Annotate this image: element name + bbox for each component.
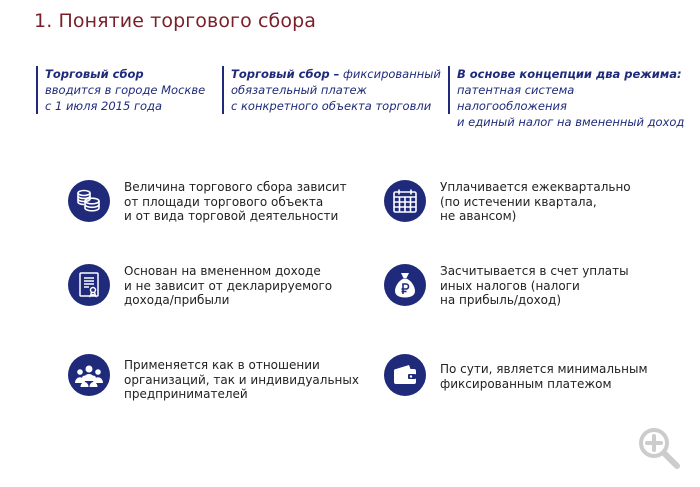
feature-text: Уплачивается ежеквартально (по истечении квартала, не авансом)	[440, 180, 631, 223]
wallet-icon	[384, 354, 426, 396]
feature-text: Засчитывается в счет уплаты иных налогов (налоги на прибыль/доход)	[440, 264, 629, 307]
feature-item-tax-offset	[384, 264, 629, 308]
feature-item-payment-period	[384, 180, 631, 224]
info-block-definition	[222, 66, 441, 114]
info-block-text: фиксированный обязательный платеж с конкретного объекта торговли	[231, 67, 441, 113]
info-block-text: патентная система налогообложения и единый налог на вмененный доход	[457, 83, 685, 129]
certificate-icon	[68, 264, 110, 306]
info-block-heading: В основе концепции два режима:	[457, 67, 682, 81]
feature-item-amount	[68, 180, 347, 224]
info-block-heading: Торговый сбор	[45, 67, 144, 81]
feature-item-basis	[68, 264, 332, 308]
feature-text: Величина торгового сбора зависит от площади торгового объекта и от вида торговой деятельности	[124, 180, 347, 223]
page-title: 1. Понятие торгового сбора	[34, 10, 316, 32]
info-block-introduction	[36, 66, 215, 114]
calendar-icon	[384, 180, 426, 222]
feature-item-minimal-payment	[384, 354, 648, 396]
zoom-in-icon[interactable]	[636, 425, 682, 475]
feature-text: По сути, является минимальным фиксированным платежом	[440, 362, 648, 391]
people-group-icon	[68, 354, 110, 396]
info-block-heading: Торговый сбор –	[231, 67, 340, 81]
info-block-text: вводится в городе Москве с 1 июля 2015 года	[45, 83, 206, 113]
info-block-concept	[448, 66, 687, 129]
money-bag-ruble-icon	[384, 264, 426, 306]
feature-item-applicability	[68, 354, 359, 402]
feature-text: Применяется как в отношении организаций, так и индивидуальных предпринимателей	[124, 358, 359, 401]
feature-text: Основан на вмененном доходе и не зависит от декларируемого дохода/прибыли	[124, 264, 333, 307]
coins-icon	[68, 180, 110, 222]
